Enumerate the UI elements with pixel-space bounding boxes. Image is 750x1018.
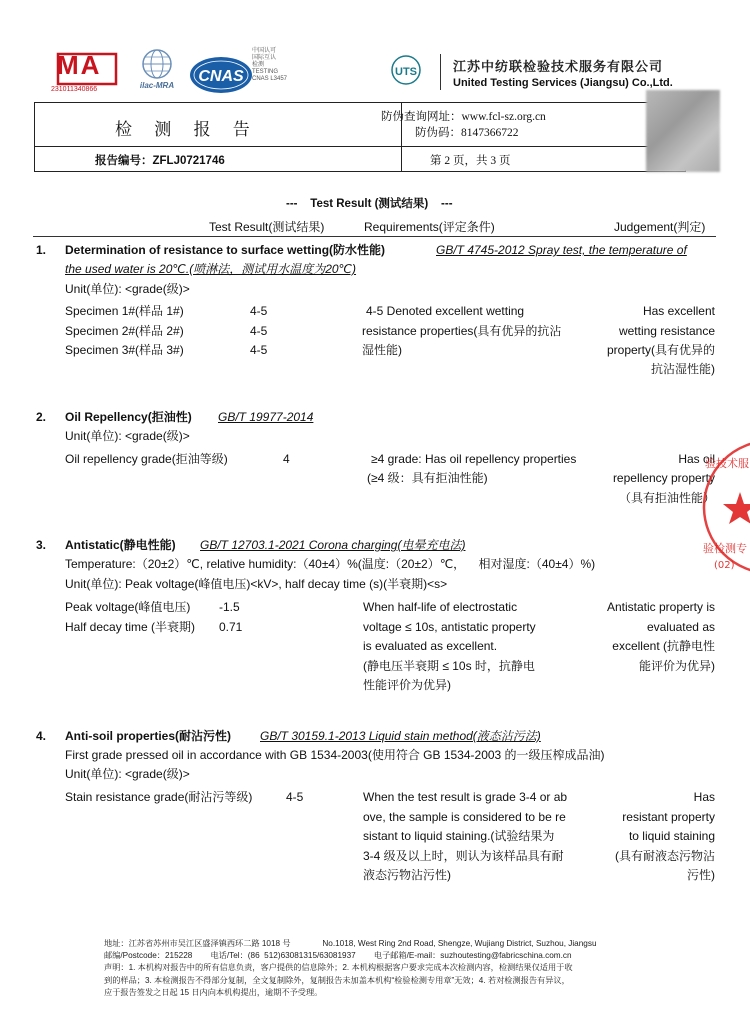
section-heading: Anti-soil properties(耐沾污性) [65,729,232,743]
footer [104,938,597,999]
judgement-text: property(具有优异的 [606,343,715,357]
requirement-text: 液态污物沾污性) [363,868,451,882]
requirement-text: ove, the sample is considered to be re [363,810,566,824]
judgement-text: evaluated as [646,620,715,634]
oil-note: First grade pressed oil in accordance with GB 1534-2003(使用符合 GB 1534-2003 的一级压榨成品油) [65,748,605,762]
result-label: Peak voltage(峰值电压) [65,600,191,614]
requirement-text: When the test result is grade 3-4 or ab [363,790,568,804]
section-number: 4. [36,729,47,743]
redacted-qr-code [646,90,720,172]
footer-address: 地址：江苏省苏州市吴江区盛泽镇西环二路 1018 号 No.1018, West Ring 2nd Road, Shengze, Wujiang District, Suzhou, Jiangsu [104,939,597,948]
requirement-text: sistant to liquid staining.(试验结果为 [363,829,555,843]
result-value: 4 [283,452,290,466]
seal-stamp [700,436,750,578]
test-conditions: Temperature:（20±2）℃, relative humidity:（40±4）%(温度:（20±2）℃， 相对湿度:（40±4）%) [65,557,596,571]
stamp-number: (02) [714,560,735,571]
judgement-text: 抗沾湿性能) [651,362,715,376]
report-number: 报告编号：ZFLJ0721746 [95,155,225,167]
specimen-label: Specimen 2#(样品 2#) [65,324,184,338]
section-standard: the used water is 20℃.(喷淋法，测试用水温度为20℃) [65,262,357,276]
specimen-value: 4-5 [250,324,268,338]
test-result-title: --- Test Result (测试结果) --- [286,198,453,210]
table-divider [401,146,686,147]
ma-logo-number: 231011340866 [51,86,98,93]
footer-statement: 到的样品；3. 本检测报告不得部分复制，全文复制除外，复制报告未加盖本机构“检验检测专用章”无效；4. 若对检测报告有异议， [104,975,570,985]
section-heading: Oil Repellency(拒油性) [65,410,192,424]
judgement-text: Has oil [678,452,715,466]
result-value: 4-5 [286,790,304,804]
section-unit: Unit(单位): <grade(级)> [65,282,190,296]
page-info: 第 2 页，共 3 页 [430,155,511,167]
section-number: 3. [36,538,47,552]
section-number: 1. [36,243,47,257]
section-unit: Unit(单位): <grade(级)> [65,767,190,781]
col-header-judgement: Judgement(判定) [614,220,706,234]
judgement-text: repellency property [612,471,715,485]
company-name-cn: 江苏中纺联检验技术服务有限公司 [453,59,664,74]
result-value: 0.71 [219,620,243,634]
section-heading: Antistatic(静电性能) [65,538,176,552]
col-header-requirements: Requirements(评定条件) [364,220,495,234]
logo-divider [440,54,441,90]
result-label: Half decay time (半衰期) [65,620,196,634]
judgement-text: （具有拒油性能） [618,491,715,505]
table-divider [35,146,401,147]
company-name-en: United Testing Services (Jiangsu) Co.,Ltd. [453,77,673,89]
judgement-text: 能评价为优异) [639,659,715,673]
requirement-text: 3-4 级及以上时，则认为该样品具有耐 [363,849,564,863]
judgement-text: 污性) [687,868,715,882]
section-standard: GB/T 19977-2014 [218,410,314,424]
specimen-label: Specimen 1#(样品 1#) [65,304,184,318]
requirement-text: (静电压半衰期 ≤ 10s 时，抗静电 [363,659,535,673]
judgement-text: Has [693,790,715,804]
requirement-text: ≥4 grade: Has oil repellency properties [371,452,577,466]
col-header-result: Test Result(测试结果) [209,220,325,234]
requirement-text: voltage ≤ 10s, antistatic property [363,620,536,634]
specimen-value: 4-5 [250,304,268,318]
report-header-table [34,102,686,172]
stamp-text-bottom: 验检测专 [703,542,747,555]
cnas-text: CNAS [198,68,244,85]
section-standard: GB/T 30159.1-2013 Liquid stain method(液态沾污法) [260,729,541,743]
specimen-value: 4-5 [250,343,268,357]
specimen-label: Specimen 3#(样品 3#) [65,343,184,357]
section-heading: Determination of resistance to surface wetting(防水性能) [65,243,386,257]
requirement-text: 4-5 Denoted excellent wetting [366,304,525,318]
requirement-text: 湿性能) [362,343,402,357]
uts-logo [386,54,426,88]
requirement-text: (≥4 级：具有拒油性能) [367,471,488,485]
footer-contact: 邮编/Postcode：215228 电话/Tel：(86 512)63081315/63081937 电子邮箱/E-mail：suzhoutesting@fabricschina.com.cn [104,951,572,961]
footer-statement: 应于报告签发之日起 15 日内向本机构提出，逾期不予受理。 [104,987,323,997]
cnas-side-text: 中国认可 国际互认 检测 TESTING CNAS L3457 [252,48,288,82]
cnas-logo [188,55,254,95]
ma-logo-text: MA [57,50,102,80]
result-label: Stain resistance grade(耐沾污等级) [65,790,253,804]
judgement-text: excellent (抗静电性 [612,639,715,653]
requirement-text: resistance properties(具有优异的抗沾 [362,324,562,338]
ilac-mra-logo [132,48,182,92]
result-value: -1.5 [219,600,240,614]
report-title: 检 测 报 告 [115,120,259,139]
section-unit: Unit(单位): Peak voltage(峰值电压)<kV>, half decay time (s)(半衰期)<s> [65,577,448,591]
stamp-text-top: 验技术服 [705,457,749,470]
judgement-text: Has excellent [642,304,715,318]
section-number: 2. [36,410,47,424]
header-rule [33,236,716,237]
footer-statement: 声明：1. 本机构对报告中的所有信息负责，客户提供的信息除外；2. 本机构根据客户要求完成本次检测内容，检测结果仅适用于收 [104,963,573,973]
section-unit: Unit(单位): <grade(级)> [65,429,190,443]
judgement-text: Antistatic property is [606,600,715,614]
requirement-text: 性能评价为优异) [363,678,451,692]
section-standard: GB/T 4745-2012 Spray test, the temperature of [436,243,687,257]
judgement-text: resistant property [622,810,715,824]
uts-letters: UTS [395,66,417,78]
requirement-text: is evaluated as excellent. [363,639,498,653]
judgement-text: (具有耐液态污物沾 [615,849,715,863]
section-standard: GB/T 12703.1-2021 Corona charging(电晕充电法) [200,538,466,552]
result-label: Oil repellency grade(拒油等级) [65,452,228,466]
ilac-text: ilac-MRA [139,81,175,90]
verify-site: 防伪查询网址：www.fcl-sz.org.cn [381,111,546,123]
verify-code: 防伪码：8147366722 [415,127,519,139]
judgement-text: to liquid staining [628,829,715,843]
requirement-text: When half-life of electrostatic [363,600,518,614]
judgement-text: wetting resistance [618,324,715,338]
